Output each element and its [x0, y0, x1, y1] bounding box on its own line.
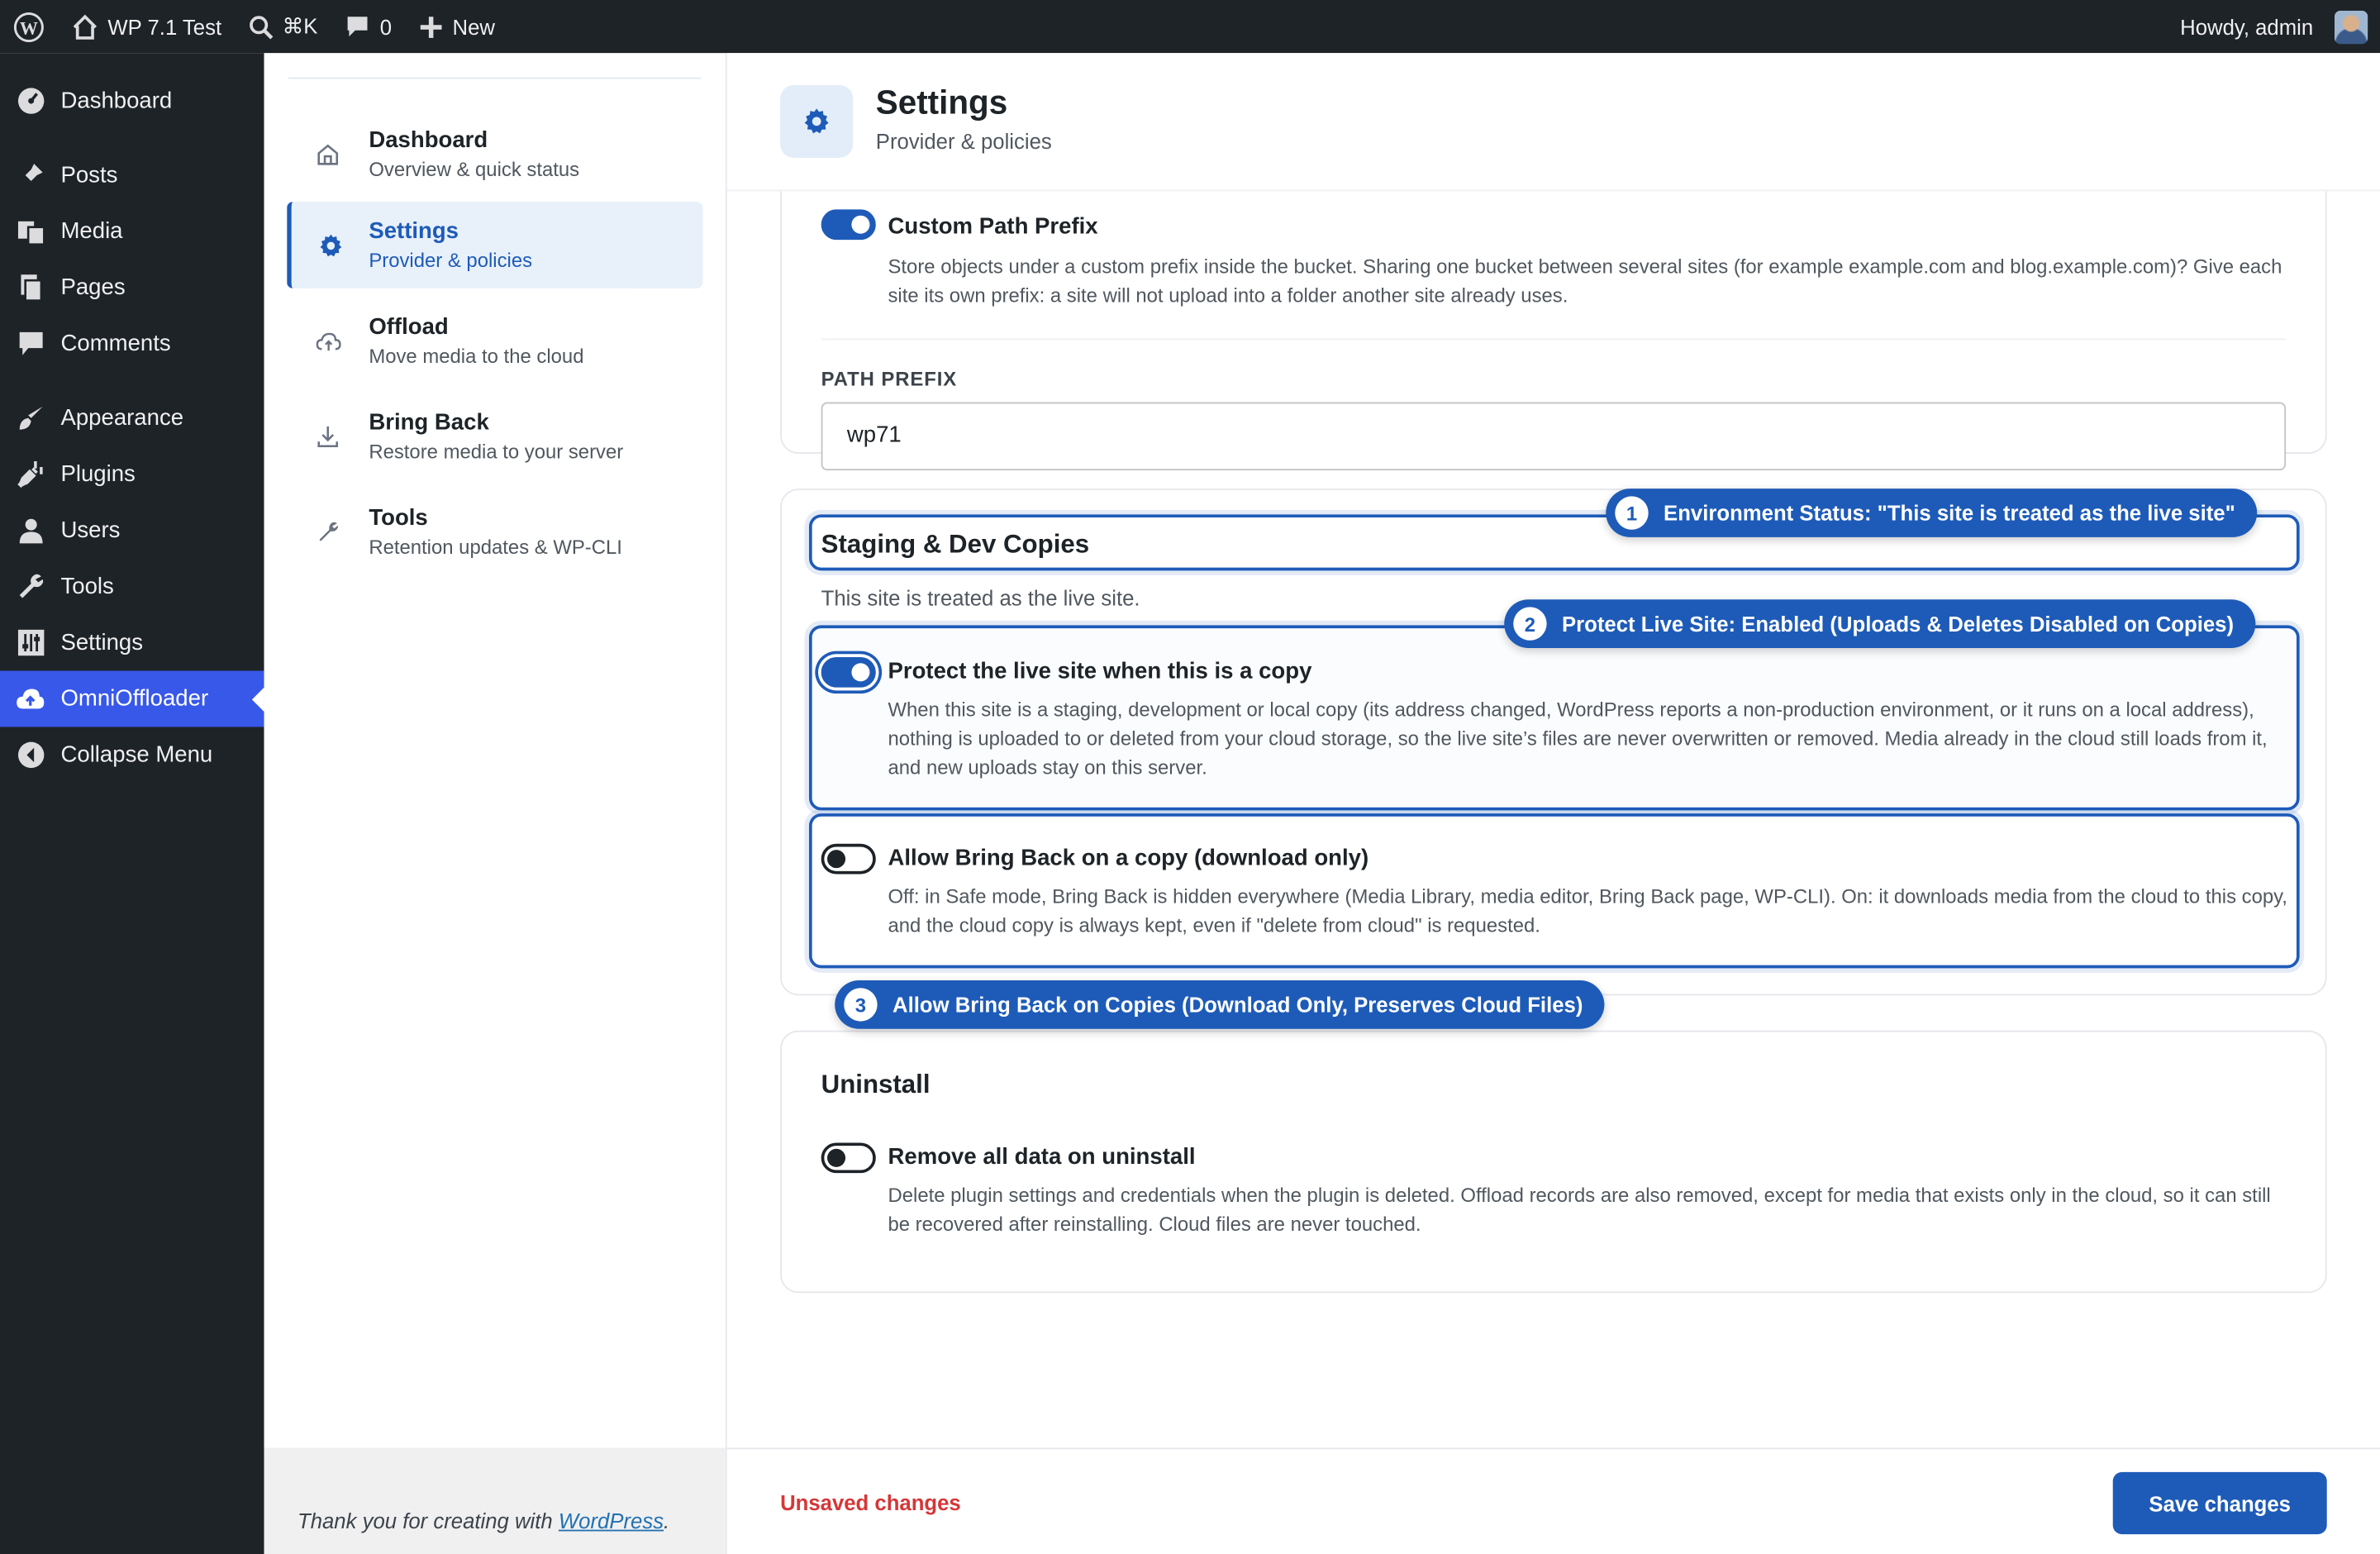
comment-icon: [345, 14, 371, 40]
svg-text:W: W: [19, 17, 38, 38]
annotation-text: Allow Bring Back on Copies (Download Only, Preserves Cloud Files): [892, 992, 1583, 1018]
sliders-icon: [15, 627, 45, 658]
plugin-nav-subtitle: Overview & quick status: [369, 157, 580, 181]
custom-path-prefix-title: Custom Path Prefix: [888, 213, 1098, 241]
wordpress-logo-icon[interactable]: [0, 0, 58, 53]
plugin-nav-offload[interactable]: [287, 298, 702, 384]
wordpress-link[interactable]: WordPress: [558, 1508, 664, 1533]
plugin-nav-settings[interactable]: [287, 202, 702, 288]
plugin-nav-subtitle: Restore media to your server: [369, 440, 624, 463]
uninstall-card-title: Uninstall: [821, 1070, 931, 1099]
menu-item-label: Posts: [60, 162, 118, 188]
new-label: New: [452, 14, 496, 39]
divider: [821, 338, 2286, 340]
search-icon: [249, 14, 273, 38]
plugin-nav-title: Dashboard: [369, 127, 488, 154]
plugin-nav-title: Bring Back: [369, 409, 489, 436]
menu-item-settings[interactable]: [0, 615, 264, 671]
plugin-nav-bring-back[interactable]: [287, 393, 702, 480]
annotation-1: [1606, 489, 2256, 537]
plus-icon: [419, 14, 443, 38]
menu-item-media[interactable]: [0, 203, 264, 260]
remove-data-title: Remove all data on uninstall: [888, 1144, 1196, 1170]
menu-item-label: Tools: [60, 573, 114, 600]
account-menu[interactable]: [2167, 0, 2380, 53]
footer-thanks: [298, 1509, 669, 1533]
menu-item-pages[interactable]: [0, 260, 264, 316]
page-subtitle: Provider & policies: [875, 129, 1052, 154]
protect-live-site-help: When this site is a staging, development or local copy (its address changed, WordPress reports a non-production environment, or it runs on a local address), nothing is uploaded to or deleted from your cloud storage, so the live site’s files are never overwritten or removed. Media already in the cloud still loads from it, and new uploads stay on this server.: [888, 698, 2268, 779]
gear-icon: [292, 233, 369, 257]
menu-item-users[interactable]: [0, 503, 264, 559]
comments-link[interactable]: [331, 0, 406, 53]
search-shortcut-label: ⌘K: [282, 13, 318, 38]
menu-item-label: Plugins: [60, 461, 136, 488]
user-icon: [15, 515, 45, 546]
menu-item-posts[interactable]: [0, 147, 264, 203]
environment-status-text: This site is treated as the live site.: [821, 585, 1140, 611]
divider: [288, 78, 702, 79]
page-header: [727, 53, 2380, 191]
avatar: [2335, 10, 2368, 43]
main-content: [727, 53, 2380, 1554]
menu-item-label: Settings: [60, 629, 144, 656]
custom-path-prefix-toggle[interactable]: [821, 209, 876, 240]
cloud-upload-icon: [287, 330, 369, 351]
path-prefix-label: PATH PREFIX: [821, 367, 958, 390]
admin-bar: [0, 0, 2380, 53]
annotation-text: Protect Live Site: Enabled (Uploads & Deletes Disabled on Copies): [1561, 611, 2235, 636]
home-icon: [287, 142, 369, 166]
download-icon: [287, 424, 369, 448]
wrench-icon: [15, 571, 45, 602]
staging-card-title: Staging & Dev Copies: [821, 529, 1090, 559]
plugin-nav-subtitle: Move media to the cloud: [369, 344, 584, 368]
menu-item-tools[interactable]: [0, 559, 264, 615]
annotation-2: [1504, 599, 2255, 648]
collapse-menu-button[interactable]: [0, 727, 264, 783]
plugin-nav: [264, 53, 727, 1554]
menu-item-label: Collapse Menu: [60, 741, 213, 768]
custom-path-prefix-help: Store objects under a custom prefix inside the bucket. Sharing one bucket between several sites (for example example.com and blog.example.com)? Give each site its own prefix: a site will not upload into a folder another site already uses.: [888, 255, 2282, 307]
gear-icon: [780, 85, 853, 158]
media-icon: [15, 217, 45, 247]
search-shortcut[interactable]: [236, 0, 331, 53]
plugin-nav-title: Offload: [369, 314, 449, 341]
pages-icon: [15, 273, 45, 303]
menu-item-label: Comments: [60, 331, 171, 357]
annotation-number: 1: [1615, 496, 1648, 529]
menu-item-appearance[interactable]: [0, 390, 264, 446]
remove-data-toggle[interactable]: [821, 1142, 876, 1173]
path-prefix-input[interactable]: wp71: [821, 403, 2286, 471]
greeting: Howdy, admin: [2180, 14, 2314, 39]
menu-item-omnioffloader[interactable]: [0, 670, 264, 727]
new-content-link[interactable]: [406, 0, 509, 53]
admin-menu: [0, 53, 264, 1554]
staging-card: [780, 489, 2327, 995]
plugin-nav-title: Tools: [369, 505, 428, 532]
annotation-3: [835, 980, 1604, 1029]
annotation-number: 3: [844, 988, 877, 1021]
brush-icon: [15, 403, 45, 433]
page-title: Settings: [875, 83, 1008, 122]
home-icon: [71, 13, 98, 41]
pin-icon: [15, 160, 45, 191]
site-name-link[interactable]: [58, 0, 236, 53]
menu-item-plugins[interactable]: [0, 446, 264, 503]
protect-live-site-toggle[interactable]: [821, 657, 876, 688]
menu-item-comments[interactable]: [0, 316, 264, 372]
allow-bring-back-title: Allow Bring Back on a copy (download only): [888, 845, 1369, 871]
cloud-upload-icon: [15, 684, 45, 714]
menu-item-label: OmniOffloader: [60, 685, 209, 713]
plugin-nav-tools[interactable]: [287, 489, 702, 575]
uninstall-card: [780, 1031, 2327, 1294]
save-bar: [727, 1447, 2380, 1554]
plugin-nav-dashboard[interactable]: [287, 111, 702, 198]
allow-bring-back-help: Off: in Safe mode, Bring Back is hidden everywhere (Media Library, media editor, Bring Back page, WP-CLI). On: it downloads media from the cloud to this copy, and the cloud copy is always kept, even if "delete from cloud" is requested.: [888, 884, 2287, 937]
plugin-nav-title: Settings: [369, 218, 459, 245]
allow-bring-back-toggle[interactable]: [821, 844, 876, 875]
unsaved-changes-indicator: Unsaved changes: [780, 1490, 961, 1515]
annotation-number: 2: [1513, 607, 1546, 640]
menu-item-label: Pages: [60, 274, 126, 301]
plug-icon: [15, 459, 45, 489]
protect-live-site-title: Protect the live site when this is a copy: [888, 658, 1312, 685]
menu-item-label: Media: [60, 218, 123, 245]
comments-count: 0: [379, 14, 393, 39]
save-changes-button[interactable]: Save changes: [2113, 1472, 2327, 1534]
comment-icon: [15, 328, 45, 359]
footer-band: [264, 1447, 726, 1554]
remove-data-help: Delete plugin settings and credentials when the plugin is deleted. Offload records are also removed, except for media that exists only in the cloud, so it can still be recovered after reinstalling. Cloud files are never touched.: [888, 1184, 2271, 1236]
footer-thanks-suffix: .: [664, 1508, 670, 1533]
menu-item-label: Dashboard: [60, 88, 173, 114]
wrench-icon: [287, 521, 369, 544]
dashboard-icon: [15, 86, 45, 117]
plugin-nav-subtitle: Retention updates & WP-CLI: [369, 536, 622, 559]
menu-item-label: Appearance: [60, 405, 184, 431]
site-name: WP 7.1 Test: [107, 14, 222, 39]
footer-thanks-text: Thank you for creating with: [297, 1508, 559, 1533]
menu-item-dashboard[interactable]: [0, 73, 264, 129]
menu-item-label: Users: [60, 517, 121, 544]
plugin-nav-subtitle: Provider & policies: [369, 249, 533, 272]
collapse-icon: [15, 740, 45, 770]
annotation-text: Environment Status: "This site is treated as the live site": [1664, 500, 2235, 526]
